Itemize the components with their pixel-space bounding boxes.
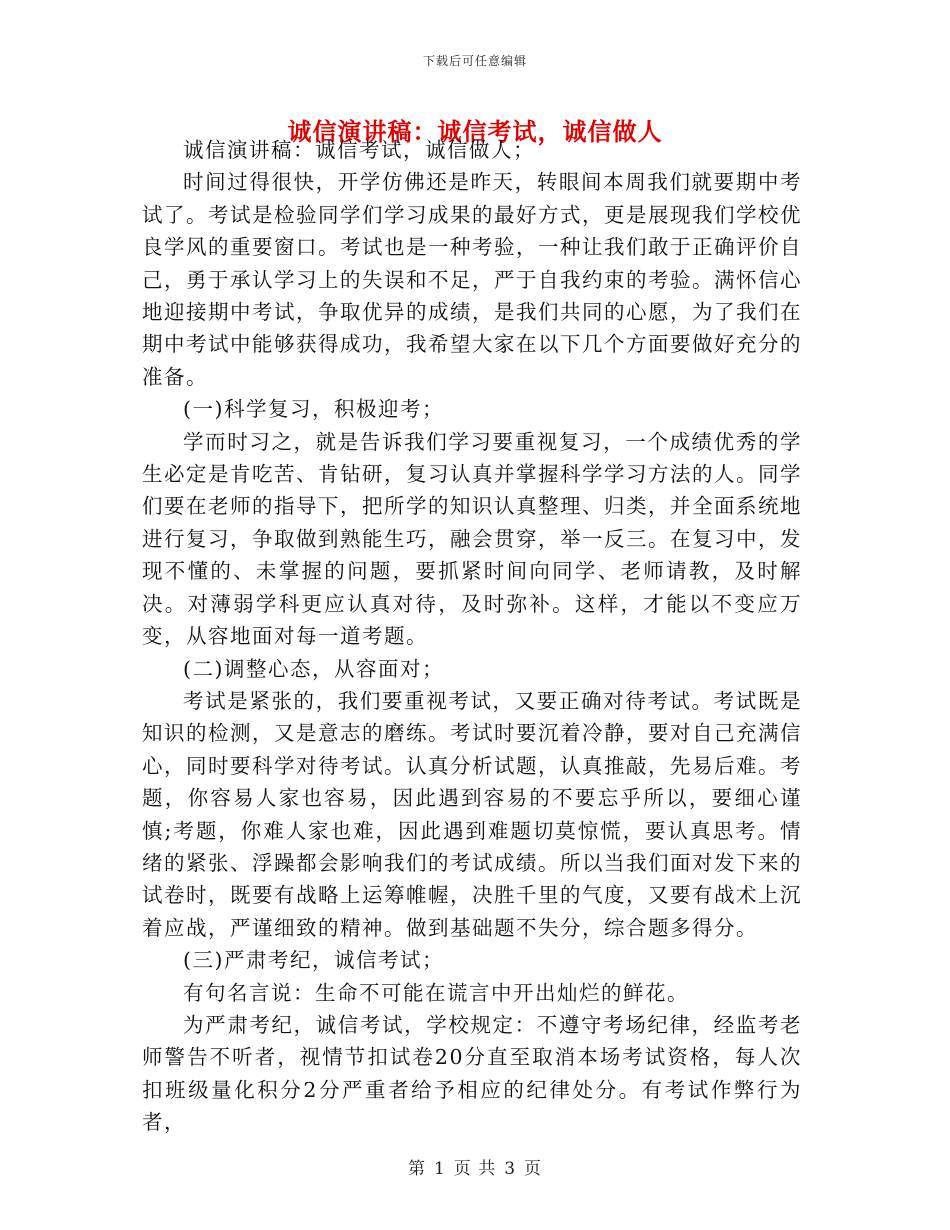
section-heading: (三)严肃考纪，诚信考试； bbox=[183, 948, 444, 973]
paragraph: 有句名言说：生命不可能在谎言中开出灿烂的鲜花。 bbox=[183, 980, 689, 1005]
paragraph: 学而时习之，就是告诉我们学习要重视复习，一个成绩优秀的学生必定是肯吃苦、肯钻研，复习认真并掌握科学学习方法的人。同学们要在老师的指导下，把所学的知识认真整理、归类，并全面系统地进行复习，争取做到熟能生巧，融会贯穿，举一反三。在复习中，发现不懂的、未掌握的问题，要抓紧时间向同学、老师请教，及时解决。对薄弱学科更应认真对待，及时弥补。这样，才能以不变应万变，从容地面对每一道考题。 bbox=[142, 429, 802, 649]
paragraph: 时间过得很快，开学仿佛还是昨天，转眼间本周我们就要期中考试了。考试是检验同学们学习成果的最好方式，更是展现我们学校优良学风的重要窗口。考试也是一种考验，一种让我们敢于正确评价自己，勇于承认学习上的失误和不足，严于自我约束的考验。满怀信心地迎接期中考试，争取优异的成绩，是我们共同的心愿，为了我们在期中考试中能够获得成功，我希望大家在以下几个方面要做好充分的准备。 bbox=[142, 170, 802, 389]
page-current: 1 bbox=[433, 1159, 446, 1179]
page-label-prefix: 第 bbox=[407, 1159, 426, 1179]
document-body bbox=[142, 134, 802, 1139]
paragraph: 为严肃考纪，诚信考试，学校规定：不遵守考场纪律，经监考老师警告不听者，视情节扣试卷20分直至取消本场考试资格，每人次扣班级量化积分2分严重者给予相应的纪律处分。有考试作弊行为者， bbox=[142, 1012, 802, 1135]
section-heading: (一)科学复习，积极迎考； bbox=[183, 397, 444, 422]
section-heading: (二)调整心态，从容面对； bbox=[183, 656, 444, 681]
page-footer bbox=[0, 1154, 950, 1179]
document-title: 诚信演讲稿：诚信考试，诚信做人 bbox=[287, 117, 663, 146]
header-note: 下载后可任意编辑 bbox=[422, 54, 527, 68]
page-label-mid: 页 共 bbox=[453, 1159, 497, 1179]
page-label-suffix: 页 bbox=[524, 1159, 543, 1179]
paragraph: 考试是紧张的，我们要重视考试，又要正确对待考试。考试既是知识的检测，又是意志的磨练。考试时要沉着冷静，要对自己充满信心，同时要科学对待考试。认真分析试题，认真推敲，先易后难。考题，你容易人家也容易，因此遇到容易的不要忘乎所以，要细心谨慎;考题，你难人家也难，因此遇到难题切莫惊慌，要认真思考。情绪的紧张、浮躁都会影响我们的考试成绩。所以当我们面对发下来的试卷时，既要有战略上运筹帷幄，决胜千里的气度，又要有战术上沉着应战，严谨细致的精神。做到基础题不失分，综合题多得分。 bbox=[142, 688, 802, 940]
paragraph: 诚信演讲稿：诚信考试，诚信做人； bbox=[183, 138, 535, 162]
page-total: 3 bbox=[504, 1159, 517, 1179]
